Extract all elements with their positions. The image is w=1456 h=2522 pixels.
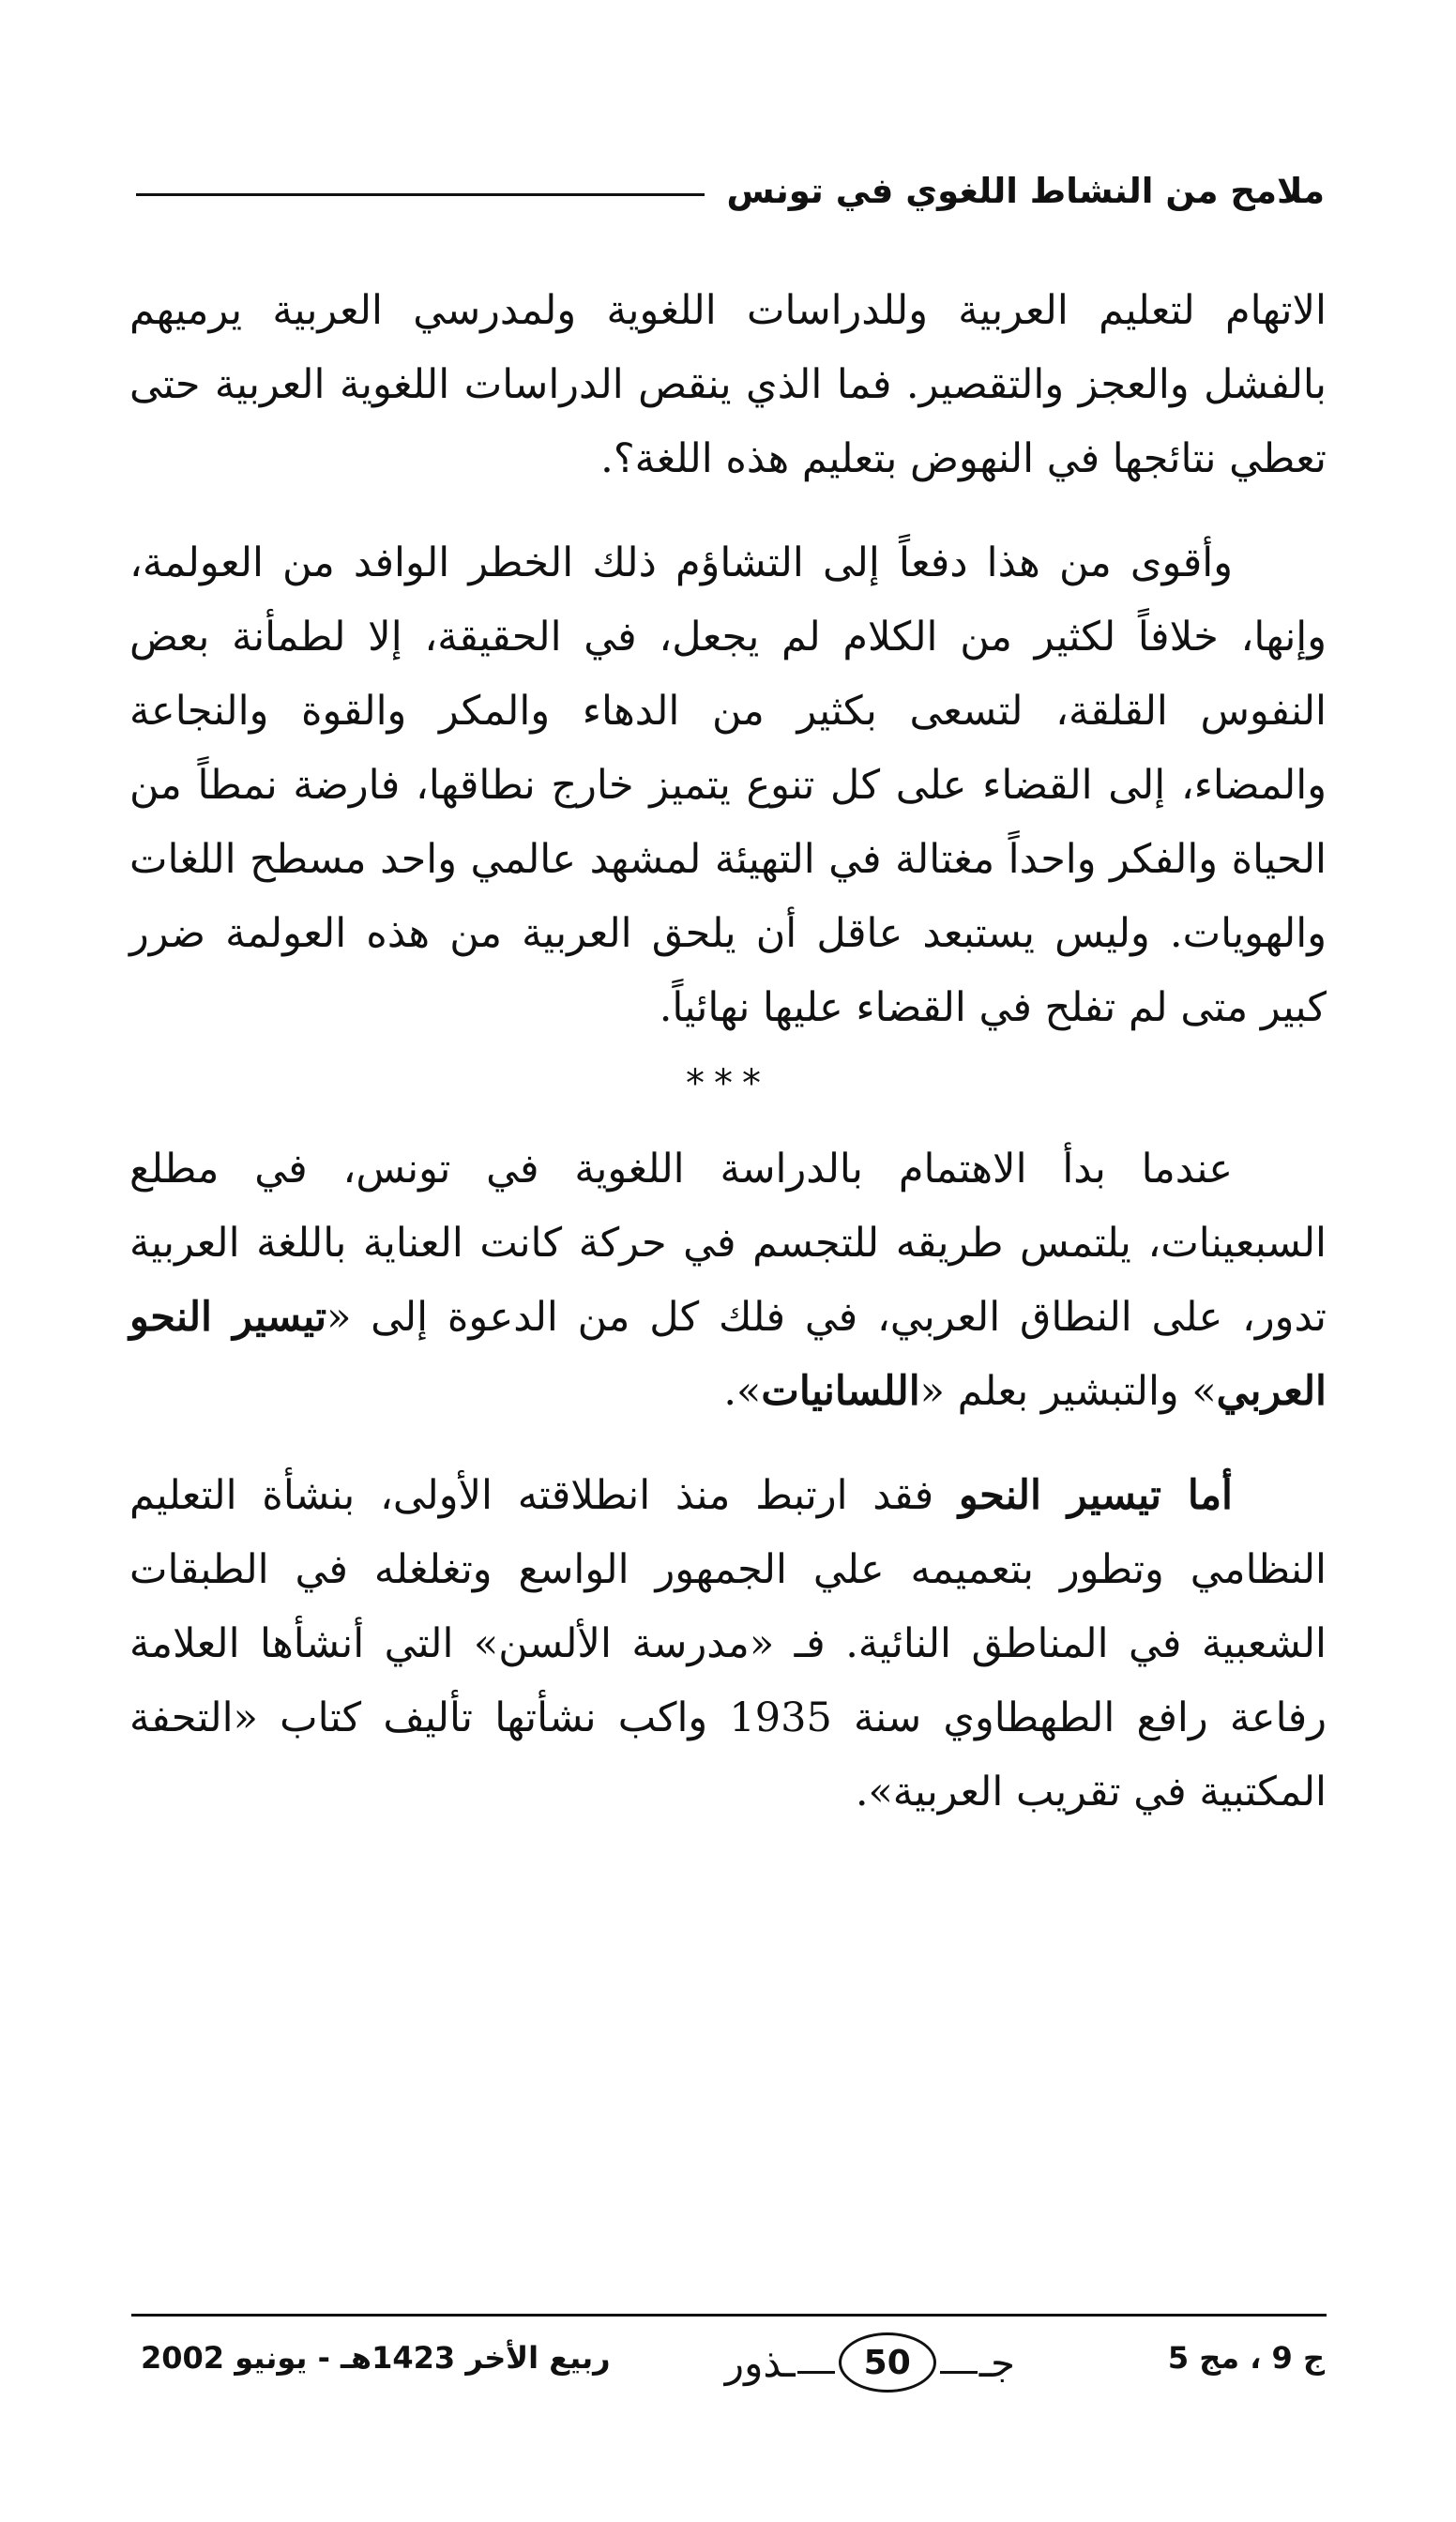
footer-date: ربيع الأخر 1423هـ - يونيو 2002 xyxy=(141,2340,611,2376)
journal-connector-line xyxy=(940,2371,978,2374)
paragraph-4-text: فقد ارتبط منذ انطلاقته الأولى، بنشأة التعليم النظامي وتطور بتعميمه علي الجمهور الواسع وتغلغله في الطبقات الشعبية في المناطق النائية. فـ «مدرسة الألسن» التي أنشأها العلامة رفاعة رافع الطهطاوي سنة 1935 واكب نشأتها تأليف كتاب «التحفة المكتبية في تقريب العربية». xyxy=(129,1472,1327,1816)
paragraph-3-text-3: ». xyxy=(723,1368,762,1415)
footer-rule xyxy=(131,2314,1327,2317)
paragraph-1: الاتهام لتعليم العربية وللدراسات اللغوية ولمدرسي العربية يرميهم بالفشل والعجز والتقصير. فما الذي ينقص الدراسات اللغوية العربية حتى تعطي نتائجها في النهوض بتعليم هذه اللغة؟. xyxy=(129,287,1327,482)
footer-journal-logo xyxy=(725,2332,1015,2393)
running-header xyxy=(136,158,1325,223)
paragraph-3-text-1: عندما بدأ الاهتمام بالدراسة اللغوية في تونس، في مطلع السبعينات، يلتمس طريقه للتجسم في حركة كانت العناية باللغة العربية تدور، على النطاق العربي، في فلك كل من الدعوة إلى « xyxy=(129,1146,1327,1341)
journal-connector-line xyxy=(797,2371,835,2374)
paragraph-3 xyxy=(129,1132,1327,1429)
paragraph-4 xyxy=(129,1459,1327,1830)
section-separator: *** xyxy=(686,1062,770,1105)
article-body xyxy=(129,274,1327,1830)
paragraph-2: وأقوى من هذا دفعاً إلى التشاؤم ذلك الخطر الوافد من العولمة، وإنها، خلافاً لكثير من الكلام لم يجعل، في الحقيقة، إلا لطمأنة بعض النفوس القلقة، لتسعى بكثير من الدهاء والمكر والقوة والنجاعة والمضاء، إلى القضاء على كل تنوع يتميز خارج نطاقها، فارضة نمطاً من الحياة والفكر واحداً مغتالة في التهيئة لمشهد عالمي واحد مسطح اللغات والهويات. وليس يستبعد عاقل أن يلحق العربية من هذه العولمة ضرر كبير متى لم تفلح في القضاء عليها نهائياً. xyxy=(129,539,1327,1031)
page-number: 50 xyxy=(839,2332,936,2393)
page-footer xyxy=(141,2332,1325,2398)
footer-issue-volume: ج 9 ، مج 5 xyxy=(1167,2340,1325,2376)
bold-term-grammar-simplification: تيسير النحو العربي xyxy=(129,1294,1327,1415)
paragraph-3-text-2: » والتبشير بعلم « xyxy=(919,1368,1217,1415)
journal-name-part-1: جـ xyxy=(978,2339,1015,2386)
bold-term-linguistics: اللسانيات xyxy=(761,1368,920,1415)
bold-lead-phrase: أما تيسير النحو xyxy=(958,1472,1234,1519)
running-title: ملامح من النشاط اللغوي في تونس xyxy=(726,170,1325,211)
header-rule xyxy=(136,193,705,196)
journal-name-part-2: ـذور xyxy=(724,2339,796,2386)
